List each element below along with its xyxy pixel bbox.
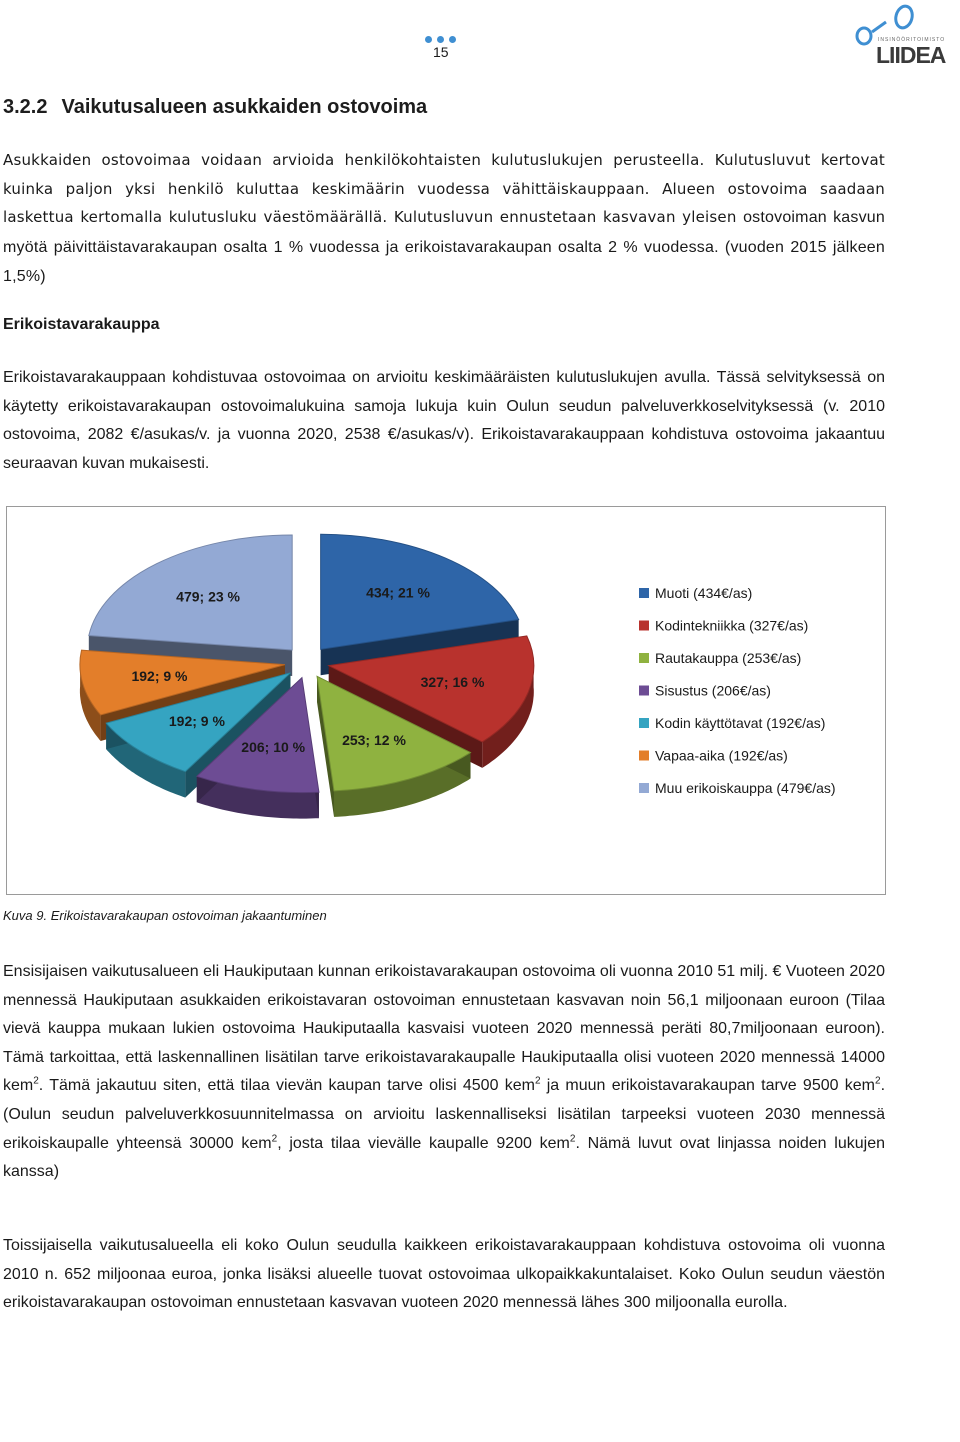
legend-swatch-0 — [639, 588, 649, 598]
p3-sup-4: 2 — [271, 1133, 278, 1145]
subheading: Erikoistavarakauppa — [3, 316, 160, 333]
legend-swatch-6 — [639, 783, 649, 793]
legend-swatch-3 — [639, 686, 649, 696]
intro-text-continued: ostovoiman kasvun myötä päivittäistavarakaupan osalta 1 % vuodessa ja erikoistavarakaupan osalta 2 % vuodessa. (vuoden 2015 jälkeen 1,5%) — [3, 209, 885, 286]
section-heading — [3, 96, 427, 119]
legend-label-6: Muu erikoiskauppa (479€/as) — [655, 780, 836, 796]
legend-label-5: Vapaa-aika (192€/as) — [655, 747, 788, 764]
p3-text-b: . Tämä jakautuu siten, että tilaa vievän kaupan tarve olisi 4500 kem — [38, 1077, 535, 1095]
pie-data-label-2: 253; 12 % — [342, 732, 406, 748]
legend-swatch-2 — [639, 653, 649, 663]
p3-text-e: , josta tilaa vievälle kaupalle 9200 kem — [277, 1134, 570, 1152]
primary-area-paragraph — [3, 958, 885, 1187]
legend-swatch-4 — [639, 718, 649, 728]
pie-chart-frame — [6, 506, 886, 895]
legend-label-1: Kodintekniikka (327€/as) — [655, 617, 809, 634]
pie-data-label-0: 434; 21 % — [366, 584, 430, 601]
section-number: 3.2.2 — [3, 96, 48, 118]
pie-data-label-3: 206; 10 % — [241, 739, 306, 755]
figure-caption: Kuva 9. Erikoistavarakaupan ostovoiman jakaantuminen — [3, 908, 327, 923]
p3-text-d: . (Oulun seudun palveluverkkosuunnitelmassa on arvioitu laskennalliseksi lisätilan tarpeeksi vuoteen 2030 mennessä erikoiskaupalle yhteensä 30000 kem — [3, 1077, 886, 1152]
p3-text-c: ja muun erikoistavarakaupan tarve 9500 kem — [540, 1077, 875, 1095]
p3-text-f: . Nämä luvut ovat linjassa noiden lukujen kanssa) — [3, 1134, 886, 1181]
purchasing-power-paragraph: Erikoistavarakauppaan kohdistuvaa ostovoimaa on arvioitu keskimääräisten kulutuslukujen avulla. Tässä selvityksessä on käytetty erikoistavarakaupan ostovoimalukuina samoja lukuja kuin Oulun seudun palveluverkkoselvityksessä (v. 2010 ostovoima, 2082 €/asukas/v. ja vuonna 2020, 2538 €/asukas/v). Erikoistavarakauppaan kohdistuva ostovoima jakaantuu seuraavan kuvan mukaisesti. — [3, 369, 885, 472]
pie-data-label-4: 192; 9 % — [168, 713, 225, 729]
page-number: 15 — [433, 44, 449, 60]
pie-data-label-6: 479; 23 % — [176, 588, 241, 605]
legend-label-3: Sisustus (206€/as) — [655, 682, 771, 699]
p3-sup-1: 2 — [33, 1076, 39, 1088]
pie-data-label-5: 192; 9 % — [131, 668, 188, 685]
legend-swatch-1 — [639, 621, 649, 631]
intro-paragraph — [3, 146, 885, 292]
p3-text-a: Ensisijaisen vaikutusalueen eli Haukiputaan kunnan erikoistavarakaupan ostovoima oli vuonna 2010 51 milj. € Vuoteen 2020 mennessä Haukiputaan asukkaiden erikoistavaran ostovoiman ennustetaan kasvavan noin 56,1 miljoonaan euroon (Tilaa vievä kauppa mukaan lukien ostovoima Haukiputaalla kasvaisi vuoteen 2020 mennessä peräti 80,7miljoonaan euroon). Tämä tarkoittaa, että laskennallinen lisätilan tarve erikoistavarakaupalle Haukiputaalla olisi vuoteen 2020 mennessä 14000 kem — [3, 963, 885, 1095]
p3-sup-3: 2 — [875, 1076, 881, 1088]
pie-data-label-1: 327; 16 % — [420, 674, 485, 690]
pie-chart — [7, 507, 885, 894]
logo-text: LIIDEA — [876, 42, 946, 68]
legend-label-2: Rautakauppa (253€/as) — [655, 650, 802, 666]
legend-swatch-5 — [639, 751, 649, 761]
legend-label-0: Muoti (434€/as) — [655, 585, 753, 601]
secondary-area-paragraph: Toissijaisella vaikutusalueella eli koko Oulun seudulla kaikkeen erikoistavarakauppaan kohdistuva ostovoima oli vuonna 2010 n. 652 miljoonaa euroa, jonka lisäksi alueelle tuovat ostovoimaa ulkopaikkakuntalaiset. Koko Oulun seudun väestön erikoistavarakaupan ostovoiman ennustetaan kasvavan vuoteen 2020 mennessä lähes 300 miljoonalla eurolla. — [3, 1237, 885, 1312]
section-title: Vaikutusalueen asukkaiden ostovoima — [61, 96, 428, 118]
intro-text: Asukkaiden ostovoimaa voidaan arvioida henkilökohtaisten kulutuslukujen perusteella. Kulutusluvut kertovat kuinka paljon yksi henkilö kuluttaa keskimäärin vuodessa vähittäiskauppaan. Alueen ostovoima saadaan laskettua kertomalla kulutusluku väestömäärällä. Kulutusluvun ennustetaan kasvavan yleisen — [3, 151, 885, 227]
logo-subtext: INSINÖÖRITOIMISTO — [878, 37, 946, 43]
legend-label-4: Kodin käyttötavat (192€/as) — [655, 715, 826, 731]
p3-sup-2: 2 — [534, 1076, 541, 1088]
p3-sup-5: 2 — [569, 1133, 576, 1145]
